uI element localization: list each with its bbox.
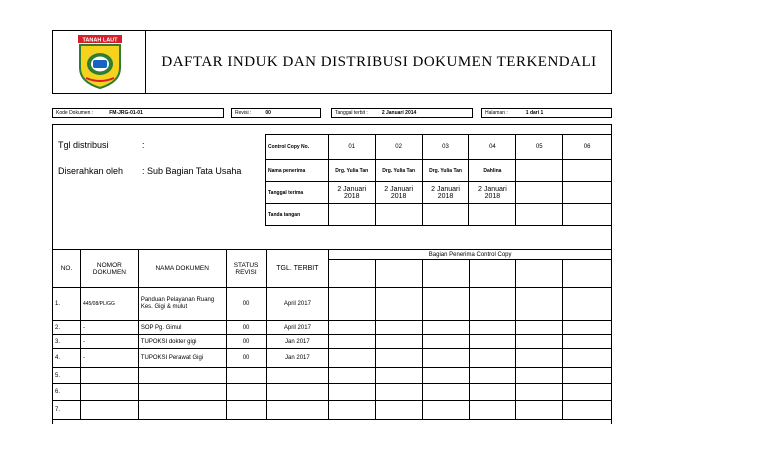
tanda-tangan-label: Tanda tangan [266, 204, 329, 226]
row-status [226, 401, 266, 420]
row-nama [138, 401, 226, 420]
diserahkan-label: Diserahkan oleh [58, 166, 124, 176]
tanda-tangan-cell [422, 204, 469, 226]
table-row [53, 349, 612, 368]
row-no: 7. [53, 401, 81, 420]
row-no: 2. [53, 321, 81, 335]
tanggal-terima-cell [516, 182, 563, 204]
row-nomor [80, 384, 138, 401]
tanda-tangan-cell [375, 204, 422, 226]
col-nama-header: NAMA DOKUMEN [138, 250, 226, 288]
penerima-cell [516, 160, 563, 182]
nama-penerima-label: Nama penerima [266, 160, 329, 182]
table-row [53, 401, 612, 420]
logo-text: TANAH LAUT [82, 37, 118, 44]
bagian-cell [563, 260, 612, 288]
row-tgl: April 2017 [266, 288, 329, 321]
col-no-header: NO. [53, 250, 81, 288]
row-status: 00 [226, 321, 266, 335]
tanah-laut-logo [72, 34, 128, 90]
diserahkan-value: : Sub Bagian Tata Usaha [142, 166, 242, 176]
diserahkan-row [58, 166, 264, 178]
row-no: 3. [53, 335, 81, 349]
row-no: 6. [53, 384, 81, 401]
copy-number: 04 [469, 135, 516, 160]
row-no: 4. [53, 349, 81, 368]
bagian-cell [516, 260, 563, 288]
tanggal-terima-label: Tanggal terima [266, 182, 329, 204]
tanggal-terima-cell: 2 Januari 2018 [375, 182, 422, 204]
col-nomor-header: NOMOR DOKUMEN [80, 250, 138, 288]
row-no: 5. [53, 368, 81, 384]
table-row [53, 335, 612, 349]
row-tgl [266, 368, 329, 384]
bagian-cell [329, 260, 376, 288]
row-status [226, 384, 266, 401]
tanggal-terima-cell: 2 Januari 2018 [422, 182, 469, 204]
tgl-distribusi-label: Tgl distribusi [58, 140, 109, 150]
row-status: 00 [226, 335, 266, 349]
row-tgl: Jan 2017 [266, 349, 329, 368]
kode-dokumen-field [52, 108, 224, 118]
tanggal-terima-cell [563, 182, 612, 204]
distribution-table [265, 134, 612, 226]
revisi-value: 00 [265, 110, 271, 116]
tgl-distribusi-row [58, 140, 258, 152]
row-nomor [80, 401, 138, 420]
bagian-cell [422, 260, 469, 288]
row-nomor: 445/08/PL/GG [80, 288, 138, 321]
row-nama: SOP Pg. Gimul [138, 321, 226, 335]
table-row [53, 384, 612, 401]
copy-number: 01 [328, 135, 375, 160]
col-status-header: STATUS REVISI [226, 250, 266, 288]
bagian-cell [469, 260, 516, 288]
tanda-tangan-cell [469, 204, 516, 226]
row-no: 1. [53, 288, 81, 321]
halaman-field [481, 108, 612, 118]
row-tgl: Jan 2017 [266, 335, 329, 349]
row-nomor: - [80, 321, 138, 335]
row-nama: TUPOKSI Perawat Gigi [138, 349, 226, 368]
tanggal-terima-row [266, 182, 612, 204]
penerima-cell: Dahlina [469, 160, 516, 182]
tanggal-terbit-value: 2 Januari 2014 [381, 110, 417, 116]
bagian-penerima-header: Bagian Penerima Control Copy [329, 250, 612, 260]
row-status: 00 [226, 349, 266, 368]
tgl-distribusi-value: : [142, 140, 145, 150]
col-tgl-header: TGL. TERBIT [266, 250, 329, 288]
tanggal-terbit-field [331, 108, 473, 118]
revisi-field [231, 108, 321, 118]
table-row [53, 288, 612, 321]
revisi-label: Revisi : [235, 110, 252, 116]
penerima-cell: Drg. Yulia Tan [328, 160, 375, 182]
tanda-tangan-cell [516, 204, 563, 226]
tanggal-terima-cell: 2 Januari 2018 [469, 182, 516, 204]
row-status: 00 [226, 288, 266, 321]
bagian-cell [376, 260, 423, 288]
halaman-label: Halaman : [485, 110, 508, 116]
row-nama [138, 384, 226, 401]
penerima-cell: Drg. Yulia Tan [422, 160, 469, 182]
control-copy-label: Control Copy No. [266, 135, 329, 160]
table-row [53, 321, 612, 335]
row-nama: TUPOKSI dokter gigi [138, 335, 226, 349]
row-nama: Panduan Pelayanan Ruang Kes. Gigi & mulut [138, 288, 226, 321]
document-title: DAFTAR INDUK DAN DISTRIBUSI DOKUMEN TERKENDALI [161, 53, 597, 70]
copy-number: 05 [516, 135, 563, 160]
kode-dokumen-label: Kode Dokumen : [56, 110, 94, 116]
tanggal-terima-cell: 2 Januari 2018 [328, 182, 375, 204]
row-nomor [80, 368, 138, 384]
penerima-cell [563, 160, 612, 182]
tanggal-terbit-label: Tanggal terbit : [335, 110, 368, 116]
row-nomor: - [80, 349, 138, 368]
copy-number: 06 [563, 135, 612, 160]
penerima-row [266, 160, 612, 182]
documents-table [52, 249, 612, 420]
row-tgl [266, 401, 329, 420]
table-row [53, 368, 612, 384]
kode-dokumen-value: FM-JRG-01-01 [109, 110, 143, 116]
row-tgl: April 2017 [266, 321, 329, 335]
row-nama [138, 368, 226, 384]
tanda-tangan-cell [563, 204, 612, 226]
halaman-value: 1 dari 1 [525, 110, 544, 116]
row-nomor: - [80, 335, 138, 349]
tanda-tangan-cell [328, 204, 375, 226]
row-tgl [266, 384, 329, 401]
copy-number: 02 [375, 135, 422, 160]
control-copy-row [266, 135, 612, 160]
row-status [226, 368, 266, 384]
penerima-cell: Drg. Yulia Tan [375, 160, 422, 182]
documents-header-row [53, 250, 612, 260]
copy-number: 03 [422, 135, 469, 160]
tanda-tangan-row [266, 204, 612, 226]
